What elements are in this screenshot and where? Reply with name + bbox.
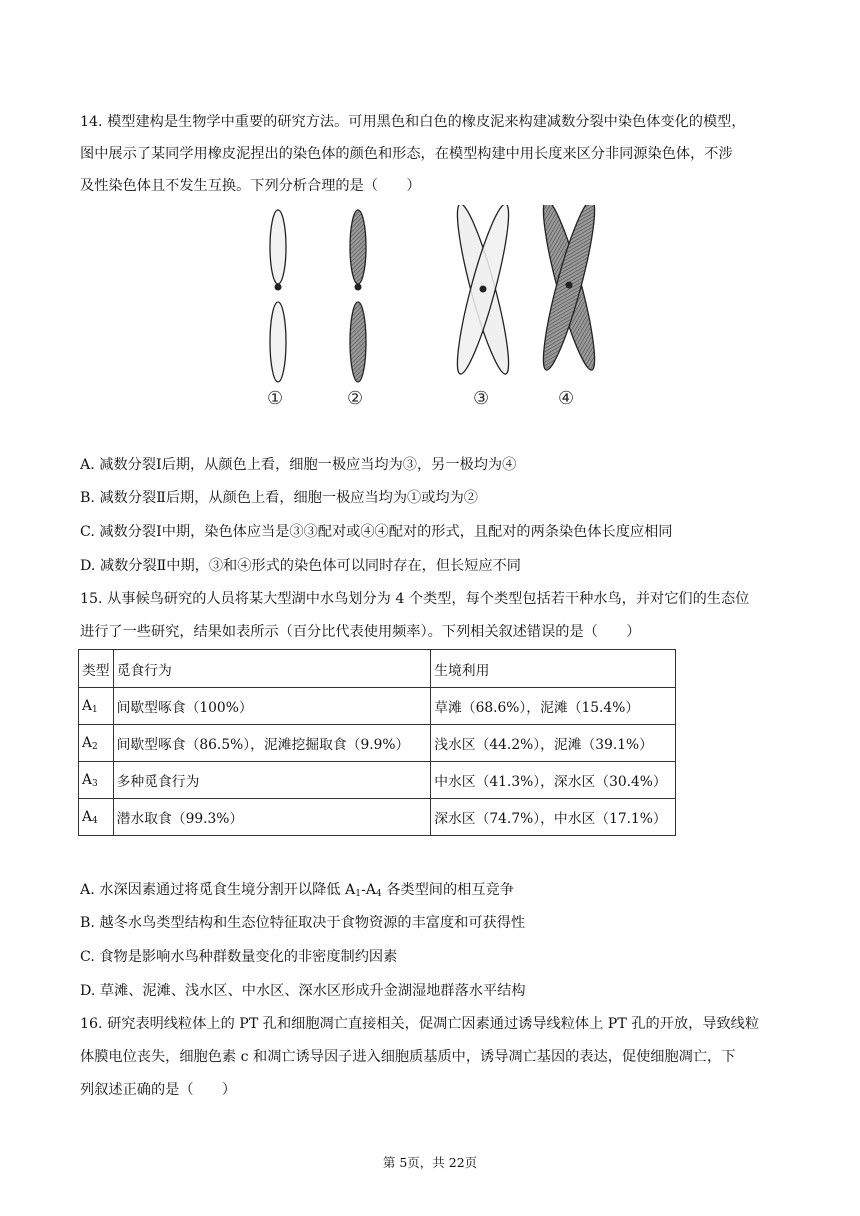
table-row <box>79 688 676 725</box>
habitat-cell: 深水区（74.7%），中水区（17.1%） <box>431 799 676 836</box>
header-habitat: 生境利用 <box>431 650 676 688</box>
q16-stem-line-3: 列叙述正确的是（ ） <box>80 1082 237 1098</box>
type-cell: $A_1$ <box>79 688 114 725</box>
type-cell: $A_2$ <box>79 725 114 762</box>
figure-label-2: ② <box>347 388 364 409</box>
q14-stem-line-3: 及性染色体且不发生互换。下列分析合理的是（ ） <box>80 178 421 194</box>
q14-option-c[interactable]: C. 减数分裂Ⅰ中期，染色体应当是③③配对或④④配对的形式，且配对的两条染色体长度应相同 <box>80 524 673 540</box>
type-cell: $A_4$ <box>79 799 114 836</box>
page-number-footer: 第 5页，共 22页 <box>382 1155 478 1170</box>
figure-label-3: ③ <box>473 388 490 409</box>
header-type: 类型 <box>79 650 114 688</box>
foraging-cell: 潜水取食（99.3%） <box>113 799 431 836</box>
chromosome-4-black-double <box>535 205 604 373</box>
q15-option-a[interactable]: A. 水深因素通过将觅食生境分割开以降低 $A_1-A_4$ 各类型间的相互竞争 <box>80 882 514 899</box>
chromosome-3-white-double <box>449 205 518 377</box>
q14-stem-line-1: 14. 模型建构是生物学中重要的研究方法。可用黑色和白色的橡皮泥来构建减数分裂中染色体变化的模型， <box>80 114 746 130</box>
chromosome-model-figure <box>255 205 615 415</box>
q15-option-c[interactable]: C. 食物是影响水鸟种群数量变化的非密度制约因素 <box>80 949 398 965</box>
foraging-cell: 间歇型啄食（86.5%），泥滩挖掘取食（9.9%） <box>113 725 431 762</box>
q15-option-d[interactable]: D. 草滩、泥滩、浅水区、中水区、深水区形成升金湖湿地群落水平结构 <box>80 983 526 999</box>
q16-stem-line-1: 16. 研究表明线粒体上的 PT 孔和细胞凋亡直接相关，促凋亡因素通过诱导线粒体上 PT 孔的开放，导致线粒 <box>80 1016 760 1032</box>
habitat-cell: 草滩（68.6%），泥滩（15.4%） <box>431 688 676 725</box>
chromosome-2-black-single <box>350 210 366 382</box>
chromosome-1-white-single <box>270 210 286 382</box>
foraging-cell: 多种觅食行为 <box>113 762 431 799</box>
type-cell: $A_3$ <box>79 762 114 799</box>
q14-stem-line-2: 图中展示了某同学用橡皮泥捏出的染色体的颜色和形态，在模型构建中用长度来区分非同源染色体，不涉 <box>80 146 733 162</box>
habitat-cell: 浅水区（44.2%），泥滩（39.1%） <box>431 725 676 762</box>
q15-option-b[interactable]: B. 越冬水鸟类型结构和生态位特征取决于食物资源的丰富度和可获得性 <box>80 915 526 931</box>
table-header-row <box>79 650 676 688</box>
q14-option-d[interactable]: D. 减数分裂Ⅱ中期，③和④形式的染色体可以同时存在，但长短应不同 <box>80 558 521 574</box>
q16-stem-line-2: 体膜电位丧失，细胞色素 c 和凋亡诱导因子进入细胞质基质中，诱导凋亡基因的表达，促使细胞凋亡，下 <box>80 1049 736 1065</box>
q15-stem-line-1: 15. 从事候鸟研究的人员将某大型湖中水鸟划分为 4 个类型，每个类型包括若干种水鸟，并对它们的生态位 <box>80 591 750 607</box>
table-row <box>79 762 676 799</box>
figure-label-4: ④ <box>558 388 575 409</box>
table-row <box>79 799 676 836</box>
q14-option-a[interactable]: A. 减数分裂Ⅰ后期，从颜色上看，细胞一极应当均为③，另一极均为④ <box>80 457 517 473</box>
table-row <box>79 725 676 762</box>
header-foraging: 觅食行为 <box>113 650 431 688</box>
waterbird-niche-table <box>78 649 676 836</box>
figure-label-1: ① <box>267 388 284 409</box>
q15-stem-line-2: 进行了一些研究，结果如表所示（百分比代表使用频率）。下列相关叙述错误的是（ ） <box>80 624 641 640</box>
habitat-cell: 中水区（41.3%），深水区（30.4%） <box>431 762 676 799</box>
chromosome-drawings <box>255 205 615 385</box>
foraging-cell: 间歇型啄食（100%） <box>113 688 431 725</box>
q14-option-b[interactable]: B. 减数分裂Ⅱ后期，从颜色上看，细胞一极应当均为①或均为② <box>80 490 478 506</box>
